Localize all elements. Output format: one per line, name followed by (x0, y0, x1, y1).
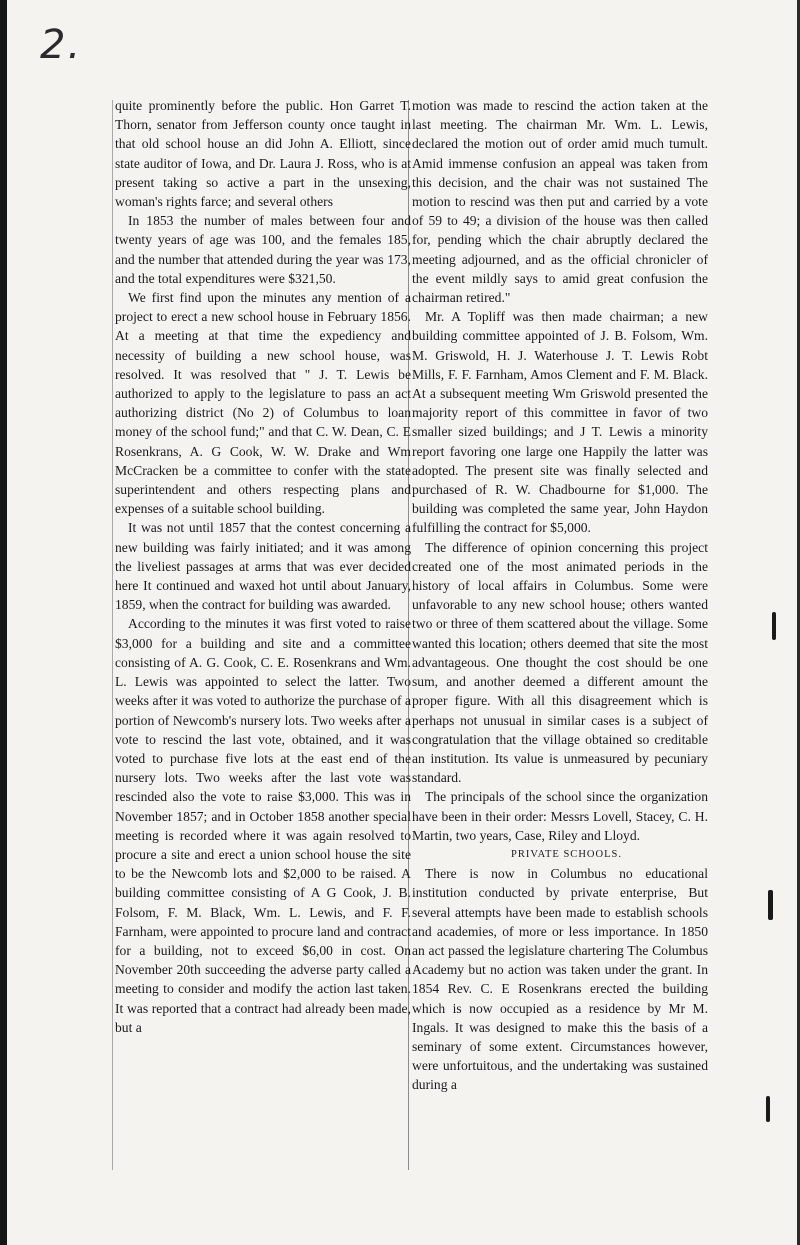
paragraph: We first find upon the minutes any mention of a project to erect a new school house in February 1856. At a meeting at that time the expediency and necessity of building a new school house, was resolved. It was resolved that " J. T. Lewis be authorized to apply to the legislature to pass an act authorizing district (No 2) of Columbus to loan money of the school fund;" and that C. W. Dean, C. E Rosenkrans, A. G Cook, W. W. Drake and Wm McCracken be a committee to confer with the state superintendent and others respecting plans and expenses of a suitable school building. (115, 290, 411, 517)
paragraph: In 1853 the number of males between four and twenty years of age was 100, and the females 185, and the number that attended during the year was 173, and the total expenditures were $321,50. (115, 213, 411, 286)
paragraph: It was not until 1857 that the contest concerning a new building was fairly initiated; and it was among the liveliest passages at arms that was ever decided here It continued and waxed hot until about January, 1859, when the contract for building was awarded. (115, 520, 411, 613)
paragraph: According to the minutes it was first voted to raise $3,000 for a building and site and a committee consisting of A. G. Cook, C. E. Rosenkrans and Wm. L. Lewis was appointed to select the latter. Two weeks after it was voted to authorize the purchase of a portion of Newcomb's nursery lots. Two weeks after a vote to rescind the last vote, obtained, and it was voted to purchase five lots at the east end of the nursery lots. Two weeks after the last vote was rescinded also the vote to raise $3,000. This was in November 1857; and in October 1858 another special meeting is recorded where it was again resolved to procure a site and erect a union school house the site to be the Newcomb lots and $2,000 to be raised. A building committee consisting of A G Cook, J. B. Folsom, F. M. Black, Wm. L. Lewis, and F. F. Farnham, were appointed to procure land and contract for a building, not to exceed $6,00 in cost. On November 20th succeeding the adverse party called a meeting to consider and modify the action last taken. It was reported that a contract had already been made, but a (115, 616, 411, 1035)
left-margin-rule (112, 100, 113, 1170)
ink-smudge (766, 1096, 770, 1122)
scan-left-edge (0, 0, 7, 1245)
paragraph: The principals of the school since the organization have been in their order: Messrs Lovell, Stacey, C. H. Martin, two years, Case, Riley and Lloyd. (412, 789, 708, 843)
paragraph: The difference of opinion concerning this project created one of the most animated periods in the history of local affairs in Columbus. Some were unfavorable to any new school house; others wanted two or three of them scattered about the village. Some wanted this location; others deemed that site the most advantageous. One thought the cost should be one sum, and another deemed a different amount the proper figure. With all this disagreement which is perhaps not unusual in similar cases is a subject of congratulation that the village obtained so creditable an institution. Its value is unmeasured by pecuniary standard. (412, 539, 708, 786)
ink-smudge (772, 612, 776, 640)
paragraph: Mr. A Topliff was then made chairman; a new building committee appointed of J. B. Folsom, Wm. M. Griswold, H. J. Waterhouse J. T. Lewis Robt Mills, F. F. Farnham, Amos Clement and F. M. Black. At a subsequent meeting Wm Griswold presented the majority report of this committee in favor of two smaller sized buildings; and J T. Lewis a minority report favoring one large one Happily the latter was adopted. The present site was finally selected and purchased of R. W. Chadbourne for $1,000. The building was completed the same year, John Haydon fulfilling the contract for $5,000. (412, 309, 708, 536)
paragraph: motion was made to rescind the action taken at the last meeting. The chairman Mr. Wm. L. Lewis, declared the motion out of order amid much tumult. Amid immense confusion an appeal was taken from this decision, and the chair was not sustained The motion to rescind was then put and carried by a vote of 59 to 49; a division of the house was then called for, pending which the chair abruptly declared the meeting adjourned, and as the official chronicler of the event mildly says to amid great confusion the chairman retired." (412, 98, 708, 306)
right-column (412, 96, 708, 1176)
ink-smudge (768, 890, 773, 920)
paragraph: There is now in Columbus no educational institution conducted by private enterprise, But several attempts have been made to establish schools and academies, of more or less importance. In 1850 an act passed the legislature chartering The Columbus Academy but no action was taken under the grant. In 1854 Rev. C. E Rosenkrans erected the building which is now occupied as a residence by Mr M. Ingals. It was designed to make this the basis of a seminary of some extent. Circumstances however, were unfortuitous, and the undertaking was sustained during a (412, 866, 708, 1093)
section-heading-private-schools: PRIVATE SCHOOLS. (511, 848, 622, 860)
left-column (115, 96, 411, 1176)
paragraph: quite prominently before the public. Hon Garret T. Thorn, senator from Jefferson county once taught in that old school house an did John A. Elliott, since state auditor of Iowa, and Dr. Laura J. Ross, who is at present taking so active a part in the unsexing, woman's rights farce; and several others (115, 98, 411, 210)
page-number: 2. (40, 22, 83, 68)
